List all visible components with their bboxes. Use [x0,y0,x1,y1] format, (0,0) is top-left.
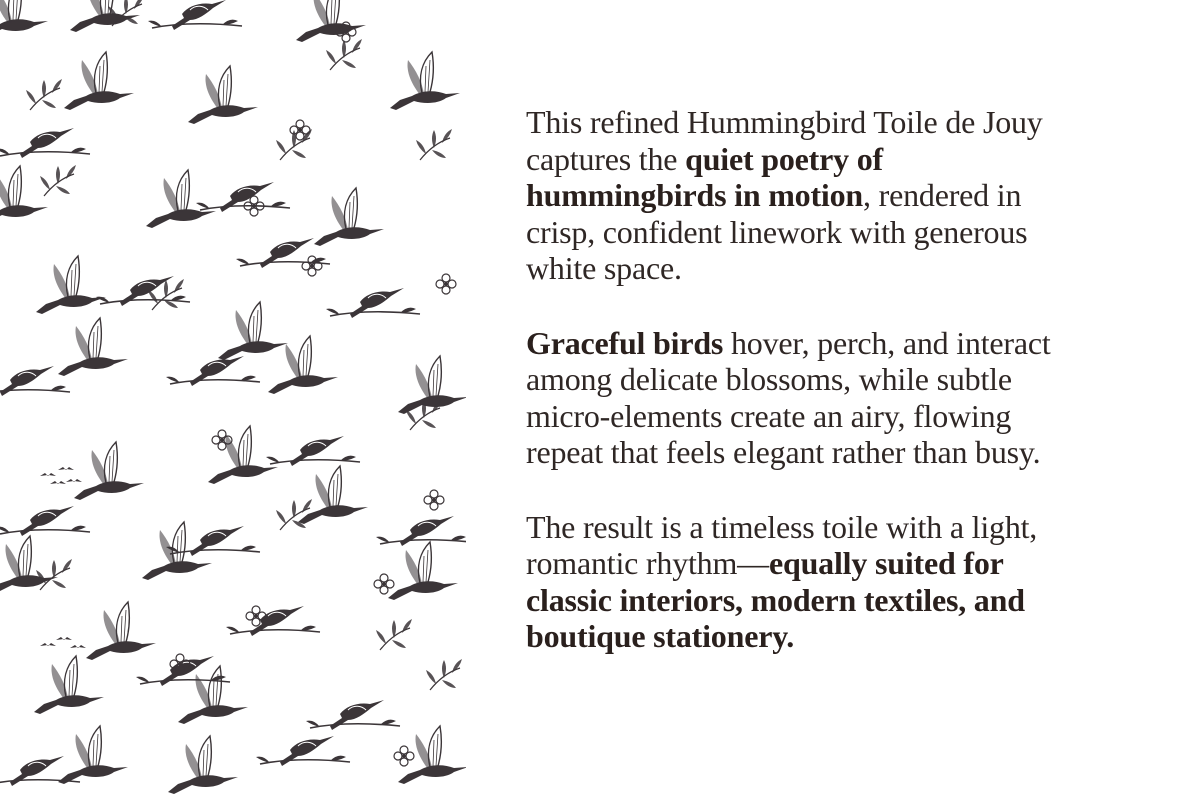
paragraph-3-text: The result is a timeless toile with a light, romantic rhythm— [526,508,1038,581]
paragraph-3-emphasis: equally suited for classic interiors, modern textiles, and boutique stationery. [526,545,1025,654]
description-paragraph-3 [526,509,1086,655]
description-paragraph-2 [526,325,1086,471]
description-paragraph-1 [526,104,1086,287]
toile-pattern-image [0,0,466,800]
toile-pattern-svg [0,0,466,800]
description-block [526,104,1086,693]
paragraph-1-text-end: , rendered in crisp, confident linework with generous white space. [526,177,1028,286]
paragraph-1-text: This refined Hummingbird Toile de Jouy captures the [526,104,1043,177]
paragraph-1-emphasis: quiet poetry of hummingbirds in motion [526,140,883,213]
paragraph-2-text: hover, perch, and interact among delicate blossoms, while subtle micro-elements create an airy, flowing repeat that feels elegant rather than busy. [526,324,1051,470]
paragraph-2-emphasis: Graceful birds [526,324,724,361]
